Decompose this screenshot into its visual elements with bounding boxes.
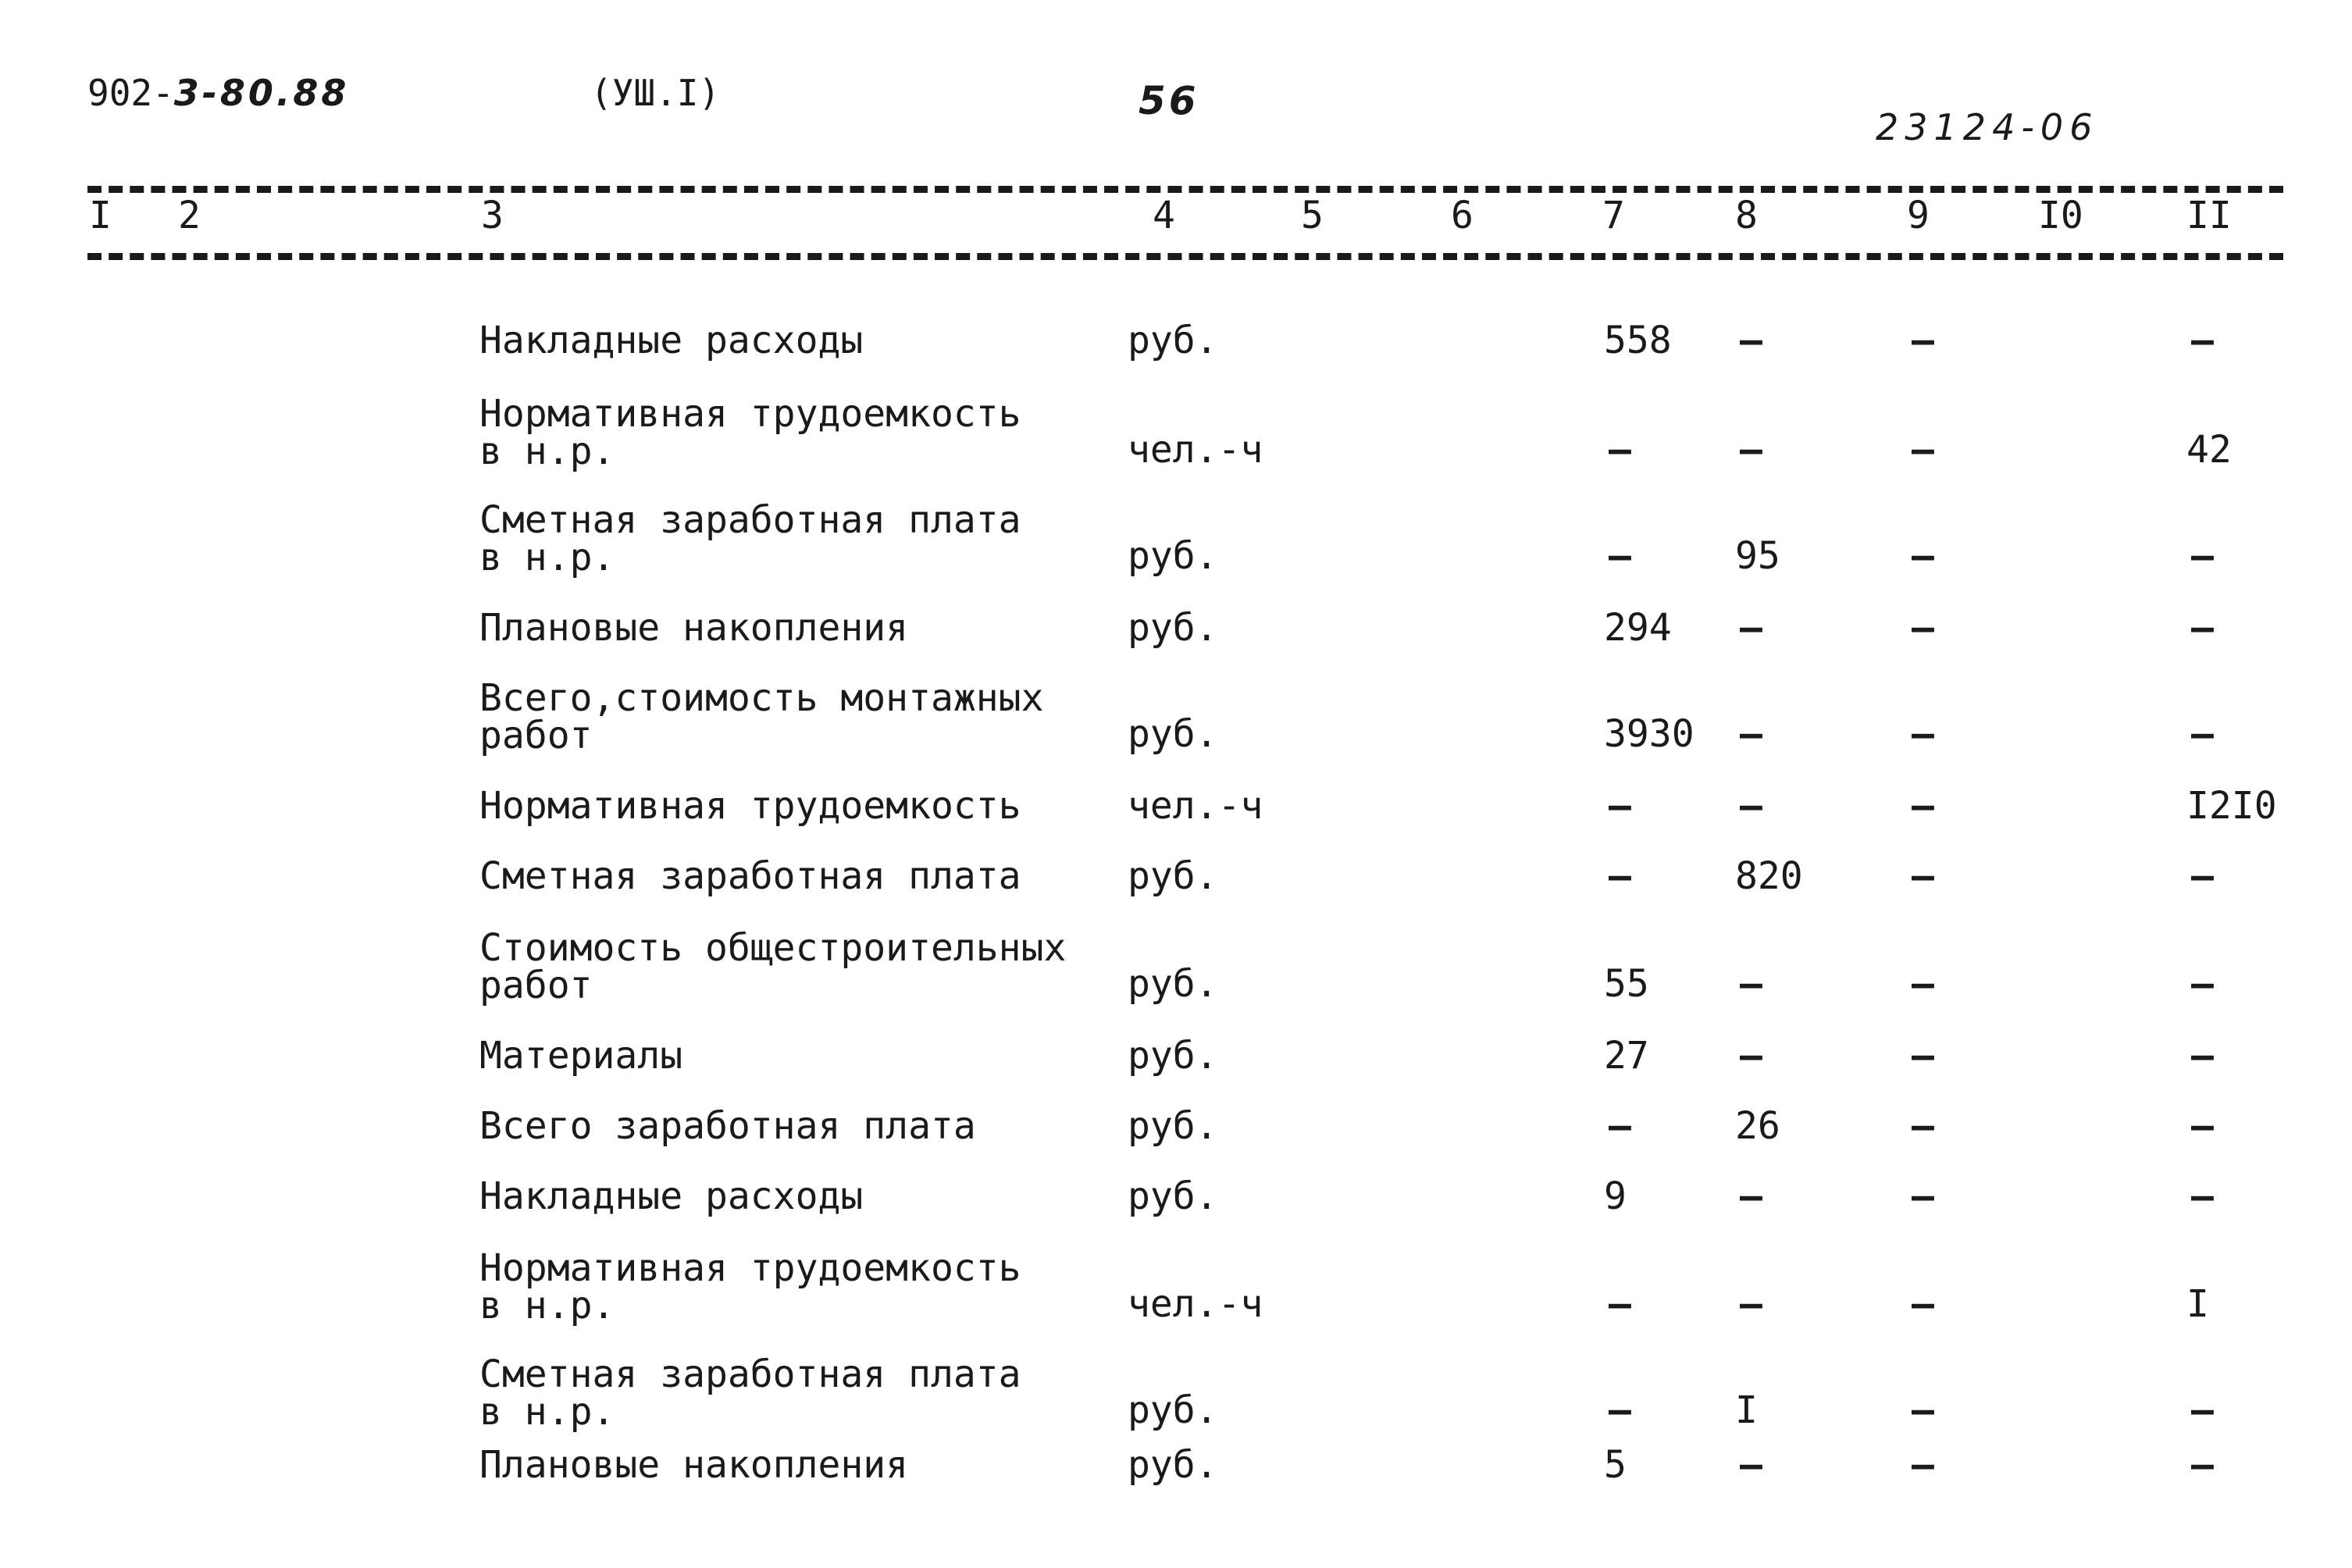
column-number: 3 bbox=[481, 194, 504, 237]
row-value-col9: – bbox=[1912, 1034, 1934, 1078]
row-value-col8: – bbox=[1740, 1443, 1762, 1487]
row-unit: чел.-ч bbox=[1128, 1282, 1263, 1326]
row-value-col11: – bbox=[2191, 1034, 2214, 1078]
row-value-col11: – bbox=[2191, 712, 2214, 756]
row-value-col11: – bbox=[2191, 1174, 2214, 1218]
row-value-col7: 55 bbox=[1604, 962, 1649, 1006]
row-value-col7: 27 bbox=[1604, 1034, 1649, 1078]
row-value-col7: – bbox=[1609, 854, 1631, 898]
row-description: Плановые накопления bbox=[479, 1443, 909, 1487]
document-code-printed: 902- bbox=[87, 72, 174, 114]
row-value-col9: – bbox=[1912, 712, 1934, 756]
row-description: Нормативная трудоемкость в н.р. bbox=[479, 1246, 1021, 1327]
row-value-col11: – bbox=[2191, 1388, 2214, 1432]
row-description: Сметная заработная плата bbox=[479, 854, 1021, 898]
row-value-col7: – bbox=[1609, 1104, 1631, 1148]
column-number: 7 bbox=[1602, 194, 1625, 237]
column-number: I0 bbox=[2038, 194, 2083, 237]
row-value-col9: – bbox=[1912, 1282, 1934, 1326]
row-value-col11: – bbox=[2191, 534, 2214, 578]
row-value-col7: – bbox=[1609, 534, 1631, 578]
row-value-col11: – bbox=[2191, 1104, 2214, 1148]
row-description: Материалы bbox=[479, 1034, 683, 1078]
row-value-col9: – bbox=[1912, 784, 1934, 828]
row-description: Сметная заработная плата в н.р. bbox=[479, 498, 1021, 579]
row-value-col11: – bbox=[2191, 606, 2214, 650]
row-unit: руб. bbox=[1128, 854, 1218, 898]
row-value-col8: – bbox=[1740, 962, 1762, 1006]
row-description: Плановые накопления bbox=[479, 606, 909, 650]
row-value-col8: – bbox=[1740, 712, 1762, 756]
row-value-col7: 558 bbox=[1604, 319, 1672, 362]
column-number: 8 bbox=[1735, 194, 1758, 237]
archive-number: 23124-06 bbox=[1876, 106, 2099, 148]
row-value-col7: – bbox=[1609, 1388, 1631, 1432]
row-value-col11: I bbox=[2186, 1282, 2209, 1326]
header-rule-bottom bbox=[87, 253, 2283, 260]
header-rule-top bbox=[87, 186, 2283, 193]
row-value-col7: – bbox=[1609, 784, 1631, 828]
row-value-col7: 5 bbox=[1604, 1443, 1627, 1487]
album-number: (УШ.I) bbox=[590, 72, 721, 114]
row-value-col7: 294 bbox=[1604, 606, 1672, 650]
row-value-col7: – bbox=[1609, 1282, 1631, 1326]
row-unit: руб. bbox=[1128, 962, 1218, 1006]
row-description: Всего заработная плата bbox=[479, 1104, 976, 1148]
page-number: 56 bbox=[1139, 78, 1199, 123]
row-value-col8: I bbox=[1735, 1388, 1758, 1432]
row-value-col11: 42 bbox=[2186, 428, 2232, 472]
row-value-col9: – bbox=[1912, 1443, 1934, 1487]
row-description: Нормативная трудоемкость bbox=[479, 784, 1021, 828]
row-unit: руб. bbox=[1128, 1174, 1218, 1218]
row-description: Стоимость общестроительных работ bbox=[479, 926, 1067, 1007]
row-description: Всего,стоимость монтажных работ bbox=[479, 676, 1044, 757]
row-value-col8: 820 bbox=[1735, 854, 1803, 898]
row-value-col11: – bbox=[2191, 1443, 2214, 1487]
row-value-col7: 3930 bbox=[1604, 712, 1695, 756]
row-value-col9: – bbox=[1912, 962, 1934, 1006]
row-value-col7: – bbox=[1609, 428, 1631, 472]
row-description: Нормативная трудоемкость в н.р. bbox=[479, 392, 1021, 473]
row-unit: руб. bbox=[1128, 1388, 1218, 1432]
column-number: I bbox=[89, 194, 112, 237]
row-value-col8: 26 bbox=[1735, 1104, 1780, 1148]
row-value-col9: – bbox=[1912, 1104, 1934, 1148]
row-value-col8: – bbox=[1740, 1282, 1762, 1326]
row-value-col11: – bbox=[2191, 854, 2214, 898]
row-unit: руб. bbox=[1128, 1443, 1218, 1487]
row-unit: руб. bbox=[1128, 606, 1218, 650]
row-value-col11: I2I0 bbox=[2186, 784, 2277, 828]
row-value-col9: – bbox=[1912, 319, 1934, 362]
row-unit: чел.-ч bbox=[1128, 428, 1263, 472]
document-code bbox=[87, 72, 349, 114]
row-unit: чел.-ч bbox=[1128, 784, 1263, 828]
row-value-col8: – bbox=[1740, 319, 1762, 362]
row-value-col8: – bbox=[1740, 428, 1762, 472]
row-value-col8: – bbox=[1740, 606, 1762, 650]
row-value-col8: – bbox=[1740, 1034, 1762, 1078]
row-value-col9: – bbox=[1912, 1388, 1934, 1432]
column-number: 6 bbox=[1451, 194, 1474, 237]
row-value-col11: – bbox=[2191, 319, 2214, 362]
column-number: II bbox=[2186, 194, 2232, 237]
row-value-col8: 95 bbox=[1735, 534, 1780, 578]
row-unit: руб. bbox=[1128, 1034, 1218, 1078]
row-value-col9: – bbox=[1912, 428, 1934, 472]
row-value-col8: – bbox=[1740, 1174, 1762, 1218]
column-number: 2 bbox=[178, 194, 201, 237]
row-description: Накладные расходы bbox=[479, 1174, 864, 1218]
row-value-col8: – bbox=[1740, 784, 1762, 828]
row-description: Накладные расходы bbox=[479, 319, 864, 362]
column-number: 9 bbox=[1907, 194, 1930, 237]
row-value-col9: – bbox=[1912, 534, 1934, 578]
row-value-col9: – bbox=[1912, 1174, 1934, 1218]
row-value-col9: – bbox=[1912, 606, 1934, 650]
document-code-handwritten: 3-80.88 bbox=[173, 72, 350, 114]
column-number: 5 bbox=[1301, 194, 1324, 237]
row-description: Сметная заработная плата в н.р. bbox=[479, 1352, 1021, 1434]
column-number: 4 bbox=[1153, 194, 1175, 237]
row-unit: руб. bbox=[1128, 1104, 1218, 1148]
row-unit: руб. bbox=[1128, 534, 1218, 578]
row-value-col11: – bbox=[2191, 962, 2214, 1006]
row-value-col7: 9 bbox=[1604, 1174, 1627, 1218]
row-unit: руб. bbox=[1128, 712, 1218, 756]
row-unit: руб. bbox=[1128, 319, 1218, 362]
row-value-col9: – bbox=[1912, 854, 1934, 898]
